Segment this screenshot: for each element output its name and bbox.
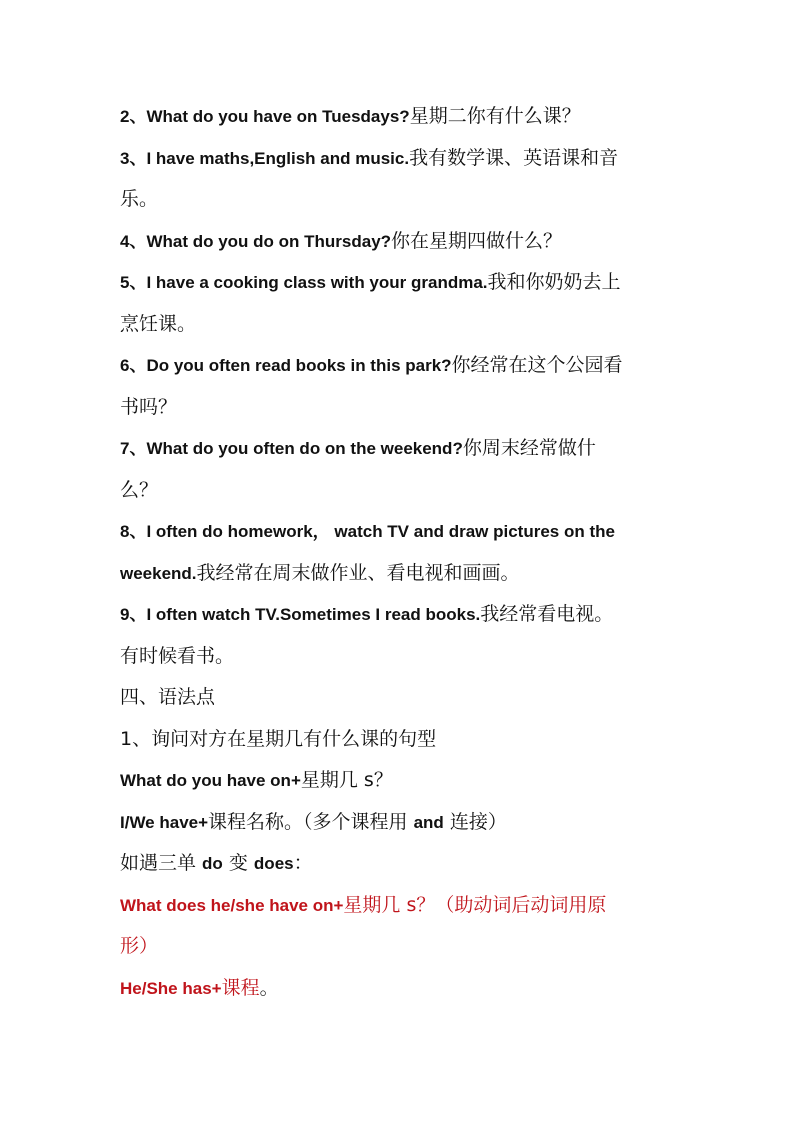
red-answer-english: He/She has+ (120, 978, 222, 998)
red-answer-chinese: 课程 (221, 976, 260, 999)
sentence-english: 9、I often watch TV.Sometimes I read books. (120, 605, 481, 624)
red-question-chinese: 星期几 s？（助动词后动词用原 (343, 893, 607, 916)
sentence-chinese: 你经常在这个公园看 (451, 354, 623, 376)
red-answer-period: 。 (259, 976, 279, 999)
section-heading (120, 677, 680, 719)
sentence-chinese: 乐。 (120, 188, 159, 210)
third-person-does: does (253, 854, 294, 873)
sentence-chinese: 我和你奶奶去上 (487, 271, 621, 293)
red-pattern-question (120, 885, 680, 927)
sentence-line-3-cont (120, 179, 680, 221)
pattern-answer-and: and (413, 812, 444, 832)
grammar-point-title (120, 719, 680, 761)
sentence-chinese: 星期二你有什么课？ (409, 105, 581, 127)
sentence-line-9 (120, 594, 680, 636)
sentence-english: 4、What do you do on Thursday? (120, 231, 392, 251)
pattern-answer-chinese-end: 连接） (443, 810, 507, 833)
sentence-chinese: 你周末经常做什 (462, 437, 596, 459)
sentence-line-5-cont (120, 304, 680, 346)
sentence-english: 2、What do you have on Tuesdays? (120, 107, 410, 126)
sentence-chinese: 烹饪课。 (120, 312, 197, 335)
red-question-english: What does he/she have on+ (120, 895, 344, 915)
sentence-chinese: 有时候看书。 (120, 644, 235, 667)
pattern-question-english: What do you have on+ (120, 771, 301, 790)
sentence-english: weekend. (120, 563, 197, 583)
red-question-chinese-cont: 形） (120, 935, 159, 957)
pattern-answer-chinese: 课程名称。（多个课程用 (208, 810, 414, 833)
sentence-chinese: 我有数学课、英语课和音 (409, 146, 619, 169)
pattern-answer (120, 802, 680, 844)
pattern-question (120, 760, 680, 802)
sentence-line-4 (120, 221, 680, 263)
sentence-line-8 (120, 511, 680, 553)
sentence-english: 3、I have maths,English and music. (120, 148, 410, 168)
sentence-english: 8、I often do homework， watch TV and draw pictures on the (120, 522, 615, 541)
sentence-chinese: 我经常在周末做作业、看电视和画画。 (196, 561, 520, 584)
pattern-question-chinese: 星期几 s？ (300, 769, 393, 791)
third-person-colon: ： (293, 852, 313, 874)
sentence-line-9-cont (120, 636, 680, 678)
sentence-chinese: 你在星期四做什么？ (391, 229, 563, 252)
sentence-english: 5、I have a cooking class with your grandma. (120, 273, 488, 292)
sentence-line-3 (120, 138, 680, 180)
document-page (120, 96, 680, 1009)
sentence-line-7-cont (120, 470, 680, 512)
sentence-line-5 (120, 262, 680, 304)
sentence-chinese: 我经常看电视。 (480, 603, 614, 625)
sentence-english: 7、What do you often do on the weekend? (120, 439, 463, 458)
red-pattern-question-cont (120, 926, 680, 968)
sentence-chinese: 么？ (120, 478, 159, 501)
third-person-text-mid: 变 (222, 852, 254, 874)
grammar-point-text: 1、询问对方在星期几有什么课的句型 (120, 727, 437, 750)
section-heading-text: 四、语法点 (120, 686, 216, 708)
sentence-line-7 (120, 428, 680, 470)
sentence-line-6 (120, 345, 680, 387)
third-person-do: do (202, 854, 223, 873)
sentence-chinese: 书吗？ (120, 395, 178, 418)
red-pattern-answer (120, 968, 680, 1010)
sentence-line-2 (120, 96, 680, 138)
sentence-line-8-cont (120, 553, 680, 595)
sentence-line-6-cont (120, 387, 680, 429)
pattern-answer-english: I/We have+ (120, 812, 209, 832)
third-person-note (120, 843, 680, 885)
third-person-text: 如遇三单 (120, 852, 203, 874)
sentence-english: 6、Do you often read books in this park? (120, 356, 452, 375)
